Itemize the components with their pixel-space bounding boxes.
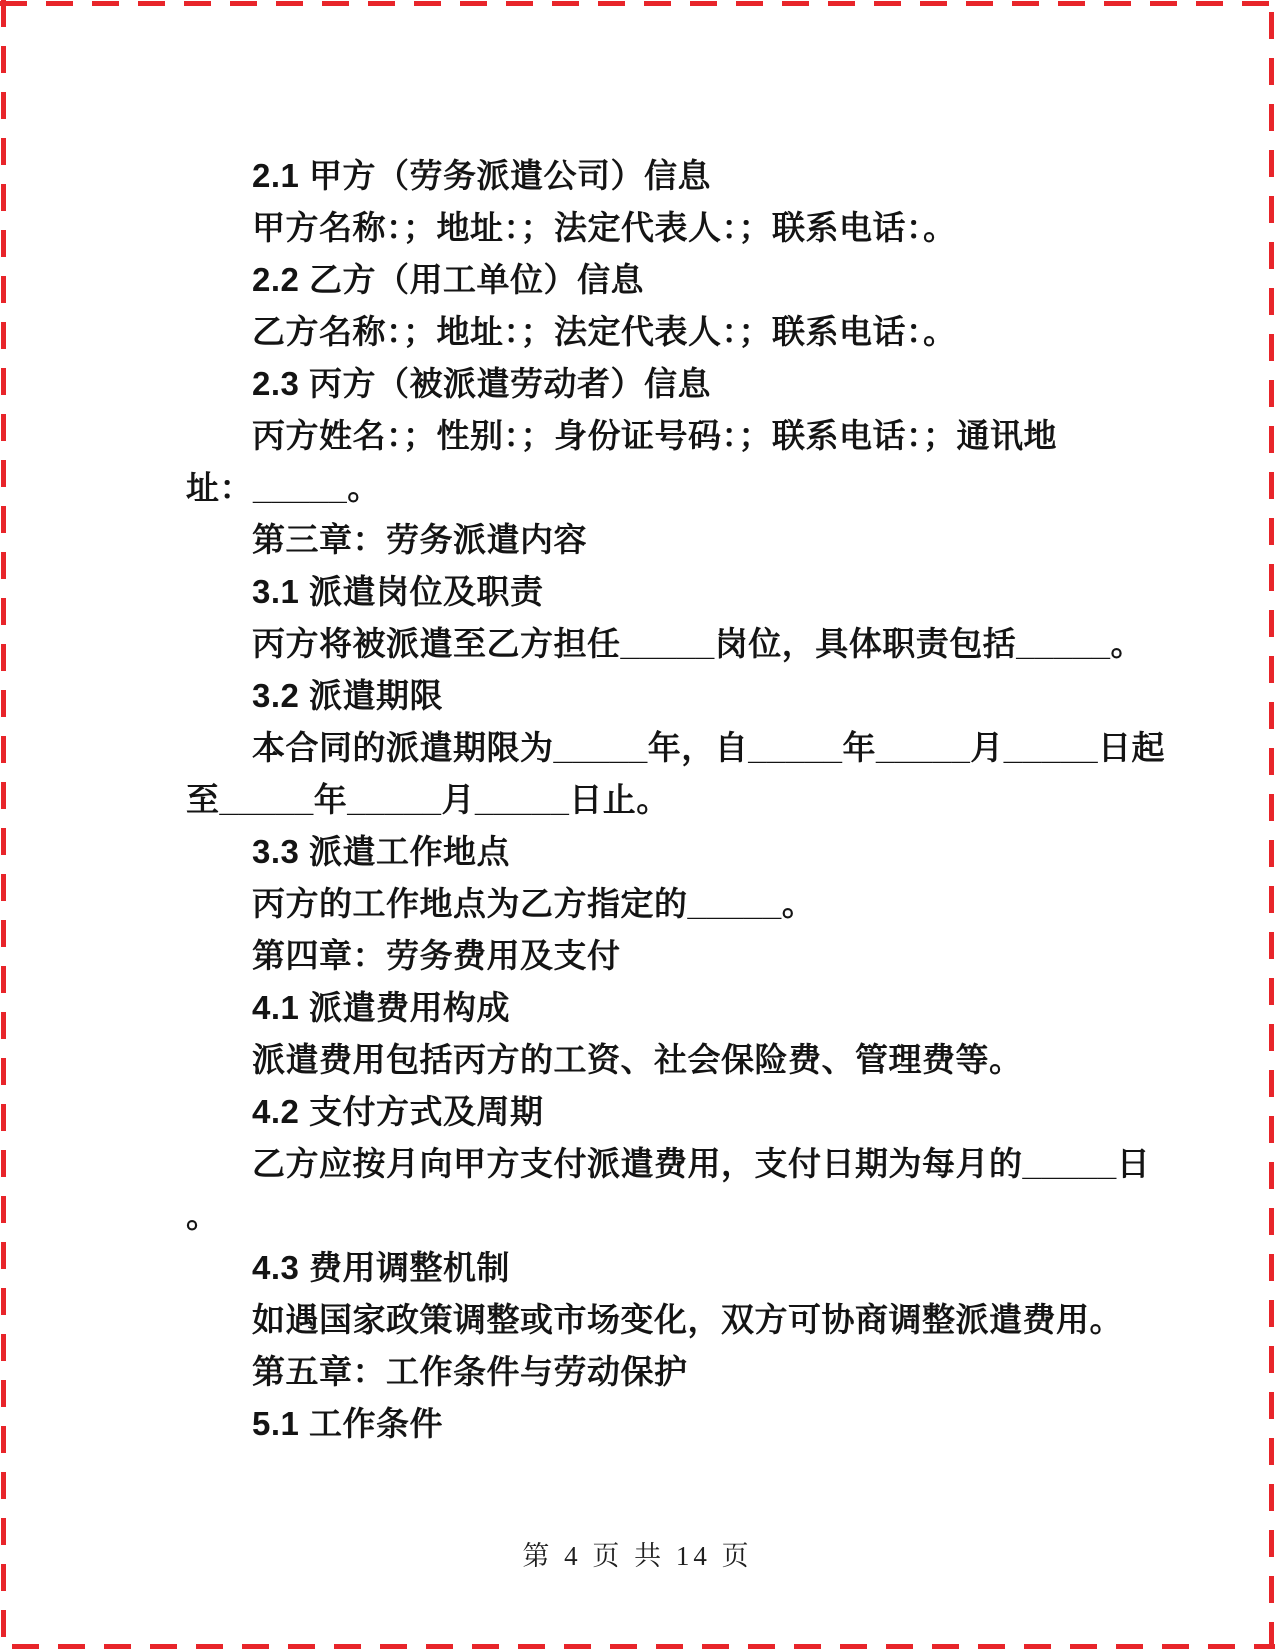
contract-body bbox=[186, 150, 1166, 1450]
clause-4-1-text: 派遣费用包括丙方的工资、社会保险费、管理费等。 bbox=[252, 1041, 1023, 1078]
party-a-info-line: 甲方名称：；地址：；法定代表人：；联系电话：。 bbox=[252, 209, 957, 246]
heading-3-1: 3.1 派遣岗位及职责 bbox=[252, 573, 544, 610]
chapter-4-heading: 第四章：劳务费用及支付 bbox=[252, 937, 621, 974]
clause-4-2-text: 乙方应按月向甲方支付派遣费用，支付日期为每月的_____日 bbox=[252, 1145, 1151, 1182]
red-dashed-border-bottom bbox=[0, 1644, 1275, 1649]
clause-3-2-wrap: 至_____年_____月_____日止。 bbox=[186, 781, 670, 818]
heading-4-2: 4.2 支付方式及周期 bbox=[252, 1093, 544, 1130]
chapter-5-heading: 第五章：工作条件与劳动保护 bbox=[252, 1353, 688, 1390]
clause-4-3-text: 如遇国家政策调整或市场变化，双方可协商调整派遣费用。 bbox=[252, 1301, 1123, 1338]
heading-3-3: 3.3 派遣工作地点 bbox=[252, 833, 511, 870]
party-c-info-line: 丙方姓名：；性别：；身份证号码：；联系电话：；通讯地 bbox=[252, 417, 1057, 454]
heading-4-1: 4.1 派遣费用构成 bbox=[252, 989, 511, 1026]
party-b-info-line: 乙方名称：；地址：；法定代表人：；联系电话：。 bbox=[252, 313, 957, 350]
clause-3-3-text: 丙方的工作地点为乙方指定的_____。 bbox=[252, 885, 816, 922]
party-c-info-wrap: 址：_____。 bbox=[186, 469, 381, 506]
clause-3-1-text: 丙方将被派遣至乙方担任_____岗位，具体职责包括_____。 bbox=[252, 625, 1145, 662]
red-dashed-border-right bbox=[1269, 0, 1274, 1650]
page-number-footer: 第 4 页 共 14 页 bbox=[522, 1541, 753, 1571]
chapter-3-heading: 第三章：劳务派遣内容 bbox=[252, 521, 587, 558]
heading-5-1: 5.1 工作条件 bbox=[252, 1405, 444, 1442]
red-dashed-border-top bbox=[0, 1, 1275, 6]
heading-3-2: 3.2 派遣期限 bbox=[252, 677, 444, 714]
heading-2-3: 2.3 丙方（被派遣劳动者）信息 bbox=[252, 365, 712, 402]
heading-4-3: 4.3 费用调整机制 bbox=[252, 1249, 511, 1286]
red-dashed-border-left bbox=[1, 0, 6, 1650]
clause-3-2-text: 本合同的派遣期限为_____年，自_____年_____月_____日起 bbox=[252, 729, 1166, 766]
heading-2-2: 2.2 乙方（用工单位）信息 bbox=[252, 261, 645, 298]
clause-4-2-wrap: 。 bbox=[186, 1197, 220, 1234]
heading-2-1: 2.1 甲方（劳务派遣公司）信息 bbox=[252, 157, 712, 194]
